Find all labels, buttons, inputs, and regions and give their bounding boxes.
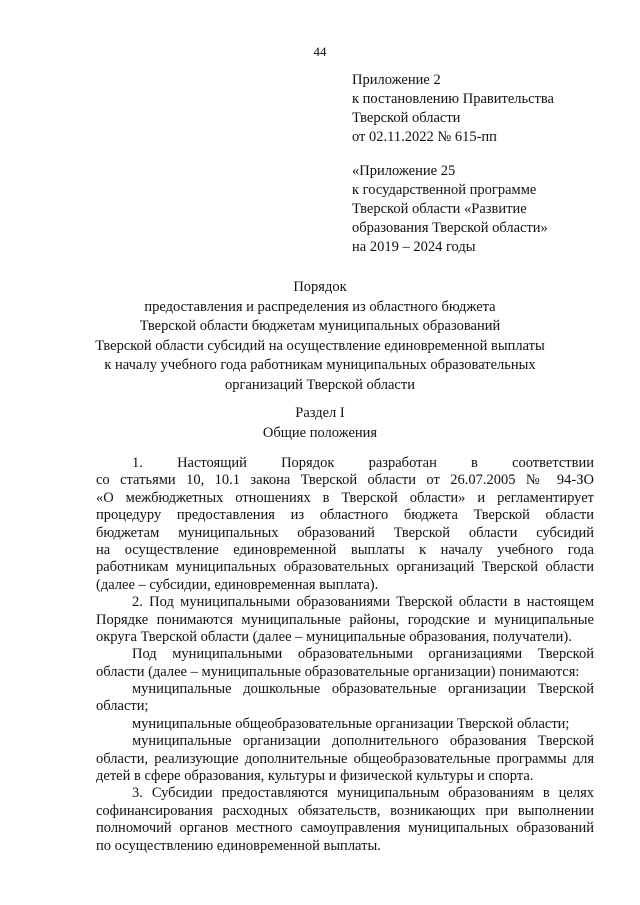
body-line: 2. Под муниципальными образованиями Тверской области в настоящем bbox=[132, 594, 594, 611]
approval-line: к постановлению Правительства bbox=[352, 91, 554, 107]
body-line: области, реализующие дополнительные общеобразовательные программы для bbox=[96, 750, 594, 767]
body-line: 3. Субсидии предоставляются муниципальным образованиям в целях bbox=[132, 785, 594, 802]
body-line: со статьями 10, 10.1 закона Тверской области от 26.07.2005 № 94-ЗО bbox=[96, 472, 594, 489]
title-line: Тверской области субсидий на осуществление единовременной выплаты bbox=[95, 337, 545, 354]
body-line: области (далее – муниципальные образовательные организации) понимаются: bbox=[96, 663, 580, 680]
appendix-line: Тверской области «Развитие bbox=[352, 201, 527, 217]
body-line: (далее – субсидии, единовременная выплата). bbox=[96, 576, 379, 593]
title-line: организаций Тверской области bbox=[225, 376, 415, 393]
appendix-line: «Приложение 25 bbox=[352, 163, 456, 179]
body-line: полномочий органов местного самоуправления муниципальных образований bbox=[96, 820, 594, 837]
approval-line: от 02.11.2022 № 615-пп bbox=[352, 129, 497, 145]
body-line: детей в сфере образования, культуры и физической культуры и спорта. bbox=[96, 768, 534, 785]
approval-line: Приложение 2 bbox=[352, 72, 441, 88]
body-line: на осуществление единовременной выплаты к началу учебного года bbox=[96, 541, 594, 558]
body-line: «О межбюджетных отношениях в Тверской области» и регламентирует bbox=[96, 489, 594, 506]
section-number: Раздел I bbox=[295, 405, 345, 421]
appendix-line: к государственной программе bbox=[352, 182, 537, 198]
body-line: работникам муниципальных образовательных организаций Тверской области bbox=[96, 559, 594, 576]
body-line: по осуществлению единовременной выплаты. bbox=[96, 837, 381, 854]
document-title bbox=[0, 278, 640, 395]
body-line: софинансирования расходных обязательств, возникающих при выполнении bbox=[96, 802, 594, 819]
body-line: муниципальные организации дополнительного образования Тверской bbox=[132, 733, 594, 750]
body-line: муниципальные общеобразовательные организации Тверской области; bbox=[132, 715, 570, 732]
program-appendix-stamp bbox=[352, 162, 548, 257]
body-line: бюджетам муниципальных образований Тверской области субсидий bbox=[96, 524, 594, 541]
body-line: округа Тверской области (далее – муниципальные образования, получатели). bbox=[96, 628, 572, 645]
body-line: 1. Настоящий Порядок разработан в соответствии bbox=[132, 455, 594, 471]
body-line: муниципальные дошкольные образовательные организации Тверской bbox=[132, 681, 594, 698]
appendix-line: образования Тверской области» bbox=[352, 220, 548, 236]
body-text bbox=[96, 455, 594, 855]
body-line: процедуру предоставления из областного бюджета Тверской области bbox=[96, 507, 594, 524]
page-number: 44 bbox=[313, 44, 327, 59]
title-line: предоставления и распределения из областного бюджета bbox=[144, 298, 496, 315]
title-line: к началу учебного года работникам муниципальных образовательных bbox=[104, 357, 536, 373]
body-line: Под муниципальными образовательными организациями Тверской bbox=[132, 646, 594, 663]
section-heading bbox=[0, 404, 640, 443]
title-line: Порядок bbox=[293, 279, 347, 295]
body-line: области; bbox=[96, 698, 149, 715]
appendix-line: на 2019 – 2024 годы bbox=[352, 239, 476, 255]
section-title: Общие положения bbox=[262, 424, 378, 441]
approval-stamp bbox=[352, 71, 554, 147]
title-line: Тверской области бюджетам муниципальных образований bbox=[139, 318, 501, 334]
body-line: Порядке понимаются муниципальные районы, городские и муниципальные bbox=[96, 611, 594, 628]
approval-line: Тверской области bbox=[352, 110, 461, 126]
